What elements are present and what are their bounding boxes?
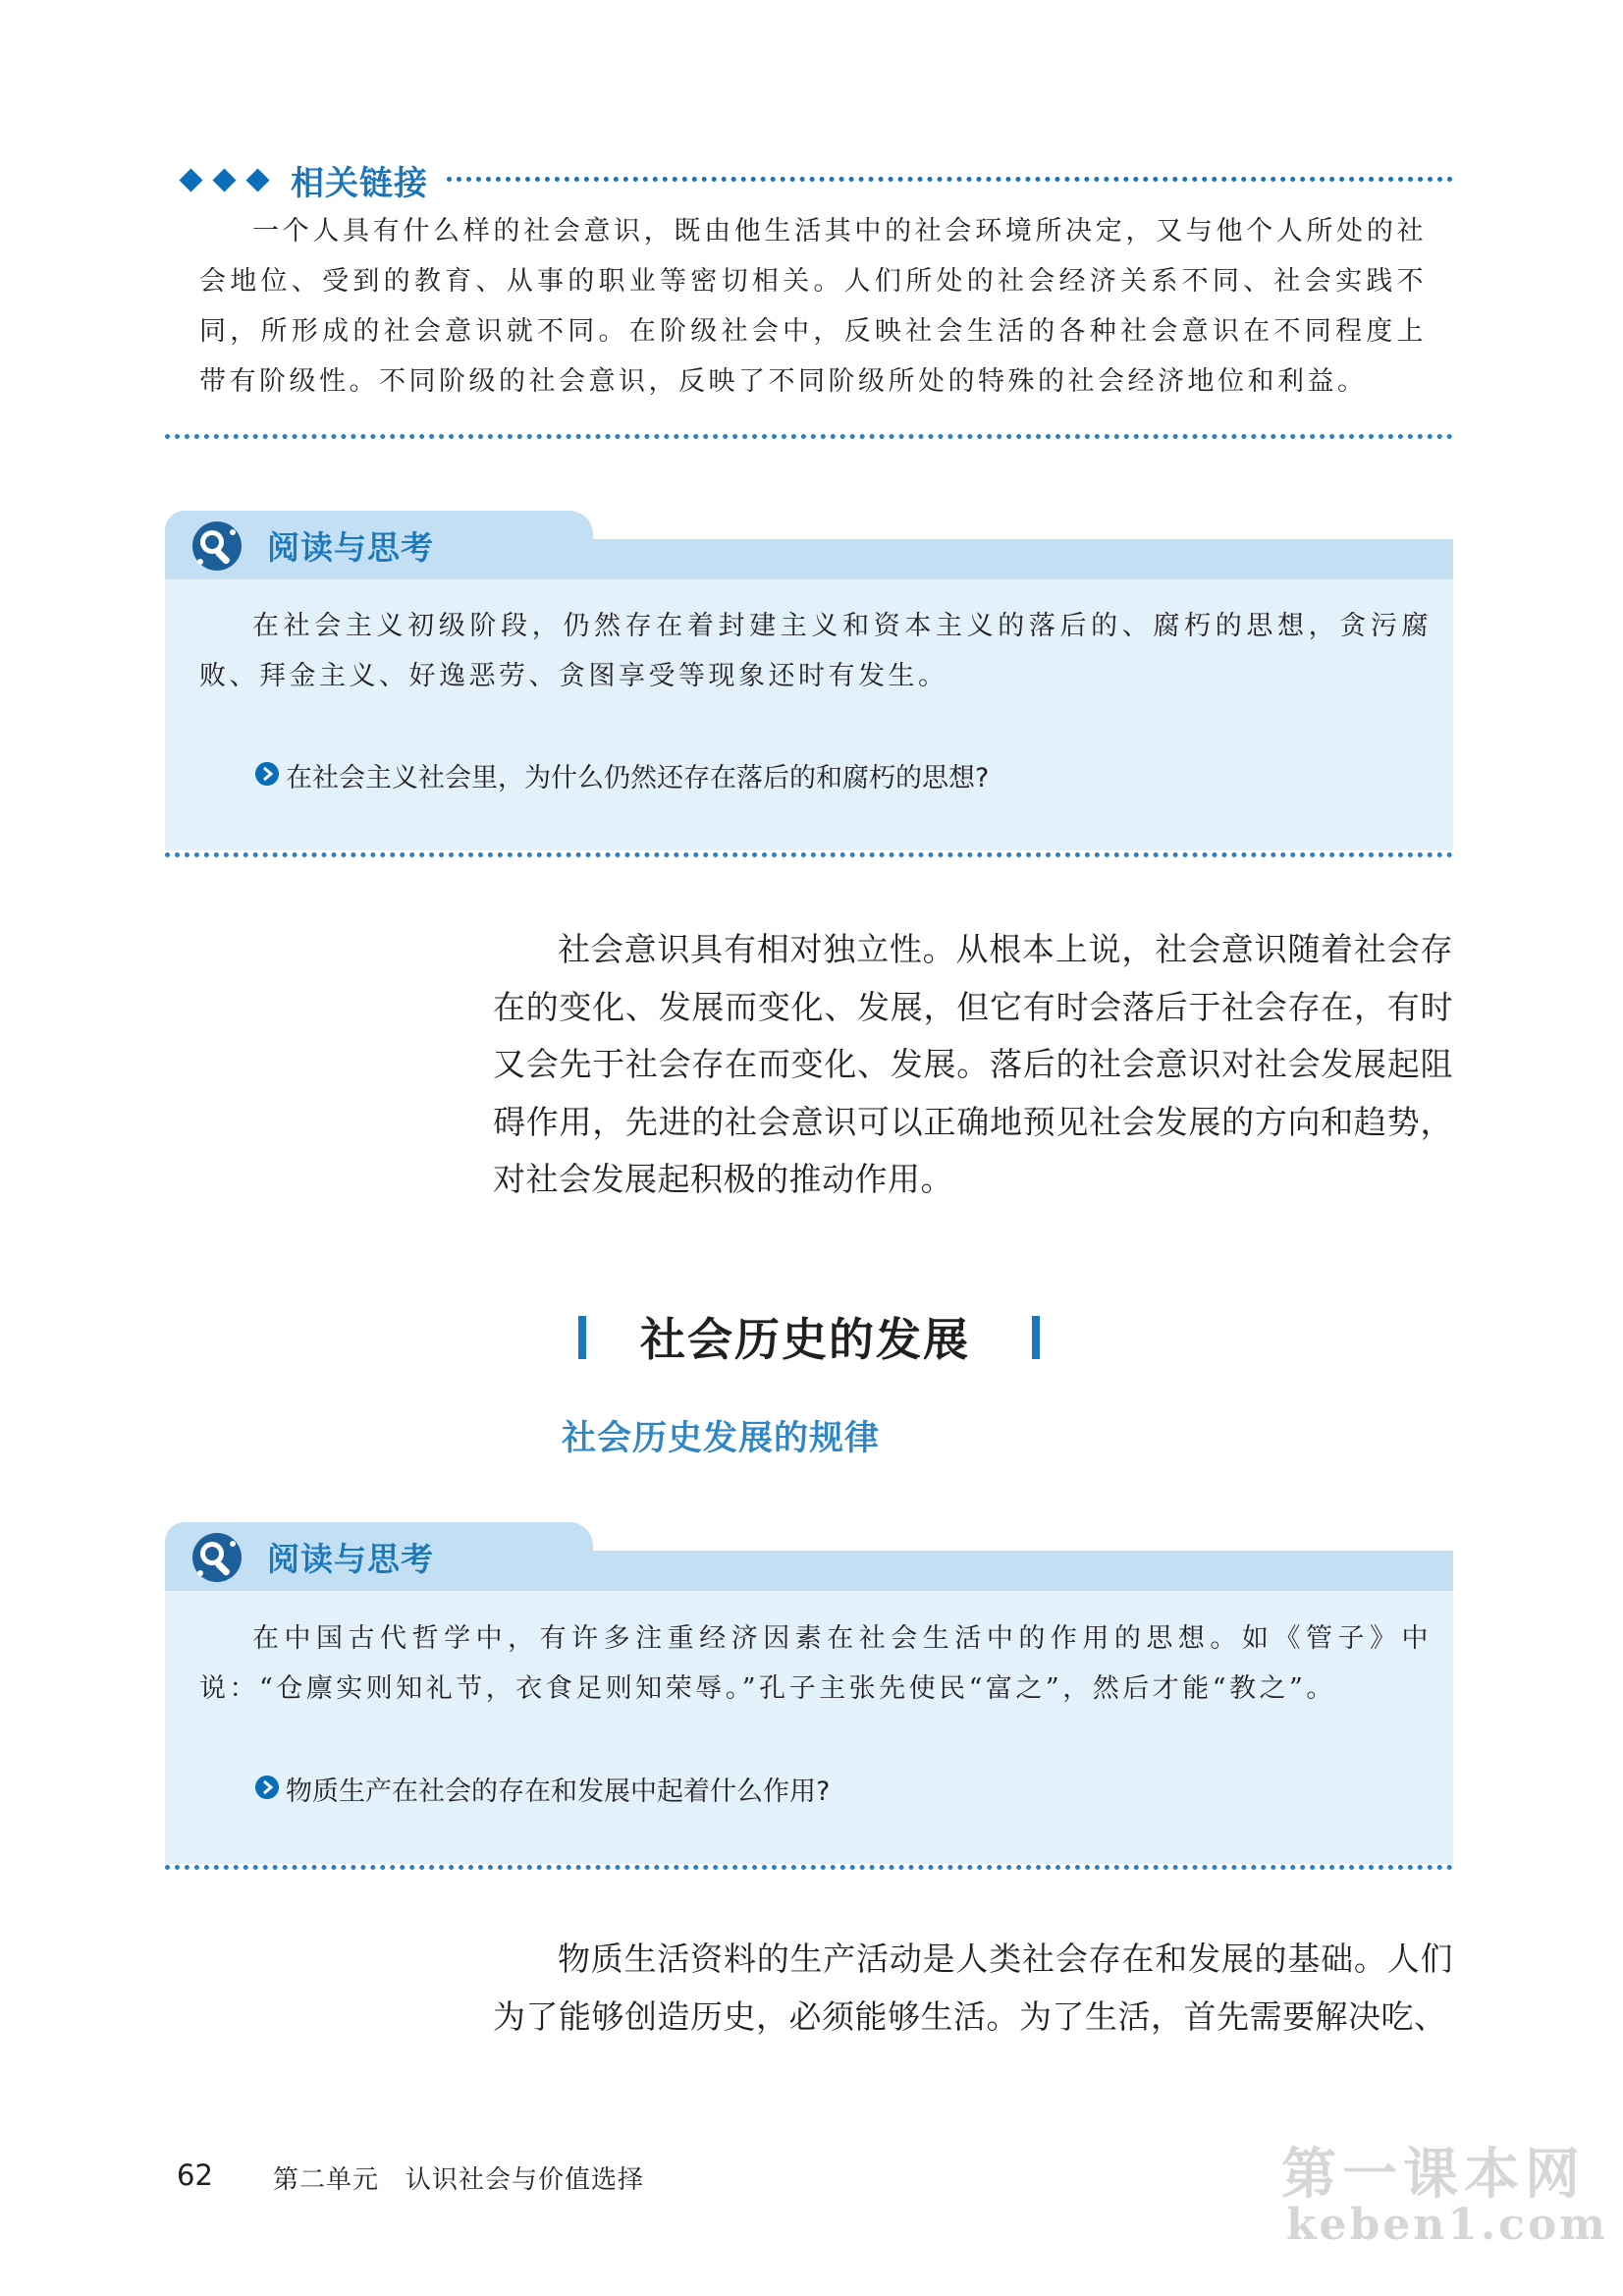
read-think-bottom-divider-1	[165, 852, 1453, 857]
related-link-title: 相关链接	[291, 163, 428, 203]
body-paragraph-text: 社会意识具有相对独立性。从根本上说，社会意识随着社会存在的变化、发展而变化、发展，但它有时会落后于社会存在，有时又会先于社会存在而变化、发展。落后的社会意识对社会发展起阻碍作用，先进的社会意识可以正确地预见社会发展的方向和趋势，对社会发展起积极的推动作用。	[493, 930, 1453, 1198]
body-paragraph-1	[493, 921, 1453, 1209]
watermark-site-url: keben1.com	[1286, 2200, 1608, 2250]
read-think-paragraph: 在中国古代哲学中，有许多注重经济因素在社会生活中的作用的思想。如《管子》中说：“仓廪实则知礼节，衣食足则知荣辱。”孔子主张先使民“富之”，然后才能“教之”。	[199, 1623, 1432, 1704]
read-think-text-1	[199, 601, 1432, 701]
read-think-magnifier-icon	[189, 519, 243, 574]
read-think-text-2	[199, 1613, 1432, 1714]
footer-unit-title: 第二单元 认识社会与价值选择	[273, 2165, 645, 2195]
read-think-bottom-divider-2	[165, 1865, 1453, 1870]
question-arrow-icon	[255, 762, 279, 786]
related-link-paragraph: 一个人具有什么样的社会意识，既由他生活其中的社会环境所决定，又与他个人所处的社会地位、受到的教育、从事的职业等密切相关。人们所处的社会经济关系不同、社会实践不同，所形成的社会意识就不同。在阶级社会中，反映社会生活的各种社会意识在不同程度上带有阶级性。不同阶级的社会意识，反映了不同阶级所处的特殊的社会经济地位和利益。	[199, 216, 1427, 397]
body-paragraph-2	[493, 1931, 1453, 2046]
question-arrow-icon	[255, 1776, 279, 1799]
diamond-bullet-icon	[212, 168, 236, 191]
related-link-bottom-divider	[165, 434, 1453, 439]
page-number: 62	[177, 2159, 213, 2192]
section-title: 社会历史的发展	[640, 1313, 970, 1366]
diamond-bullet-icon	[245, 168, 269, 191]
read-think-title-1: 阅读与思考	[267, 528, 434, 567]
related-link-text	[199, 206, 1427, 407]
diamond-bullet-icon	[179, 168, 202, 191]
body-paragraph-text: 物质生活资料的生产活动是人类社会存在和发展的基础。人们为了能够创造历史，必须能够生活。为了生活，首先需要解决吃、	[493, 1940, 1453, 2036]
subsection-title: 社会历史发展的规律	[562, 1419, 881, 1458]
section-title-right-bar	[1032, 1316, 1040, 1359]
read-think-question-1: 在社会主义社会里，为什么仍然还存在落后的和腐朽的思想?	[286, 763, 990, 793]
read-think-paragraph: 在社会主义初级阶段，仍然存在着封建主义和资本主义的落后的、腐朽的思想，贪污腐败、拜金主义、好逸恶劳、贪图享受等现象还时有发生。	[199, 611, 1432, 691]
related-link-dotted-rule	[447, 177, 1453, 182]
watermark-site-name: 第一课本网	[1281, 2143, 1586, 2207]
related-link-header	[183, 157, 428, 202]
read-think-magnifier-icon	[189, 1530, 243, 1585]
read-think-question-2: 物质生产在社会的存在和发展中起着什么作用?	[286, 1777, 831, 1807]
read-think-title-2: 阅读与思考	[267, 1540, 434, 1578]
